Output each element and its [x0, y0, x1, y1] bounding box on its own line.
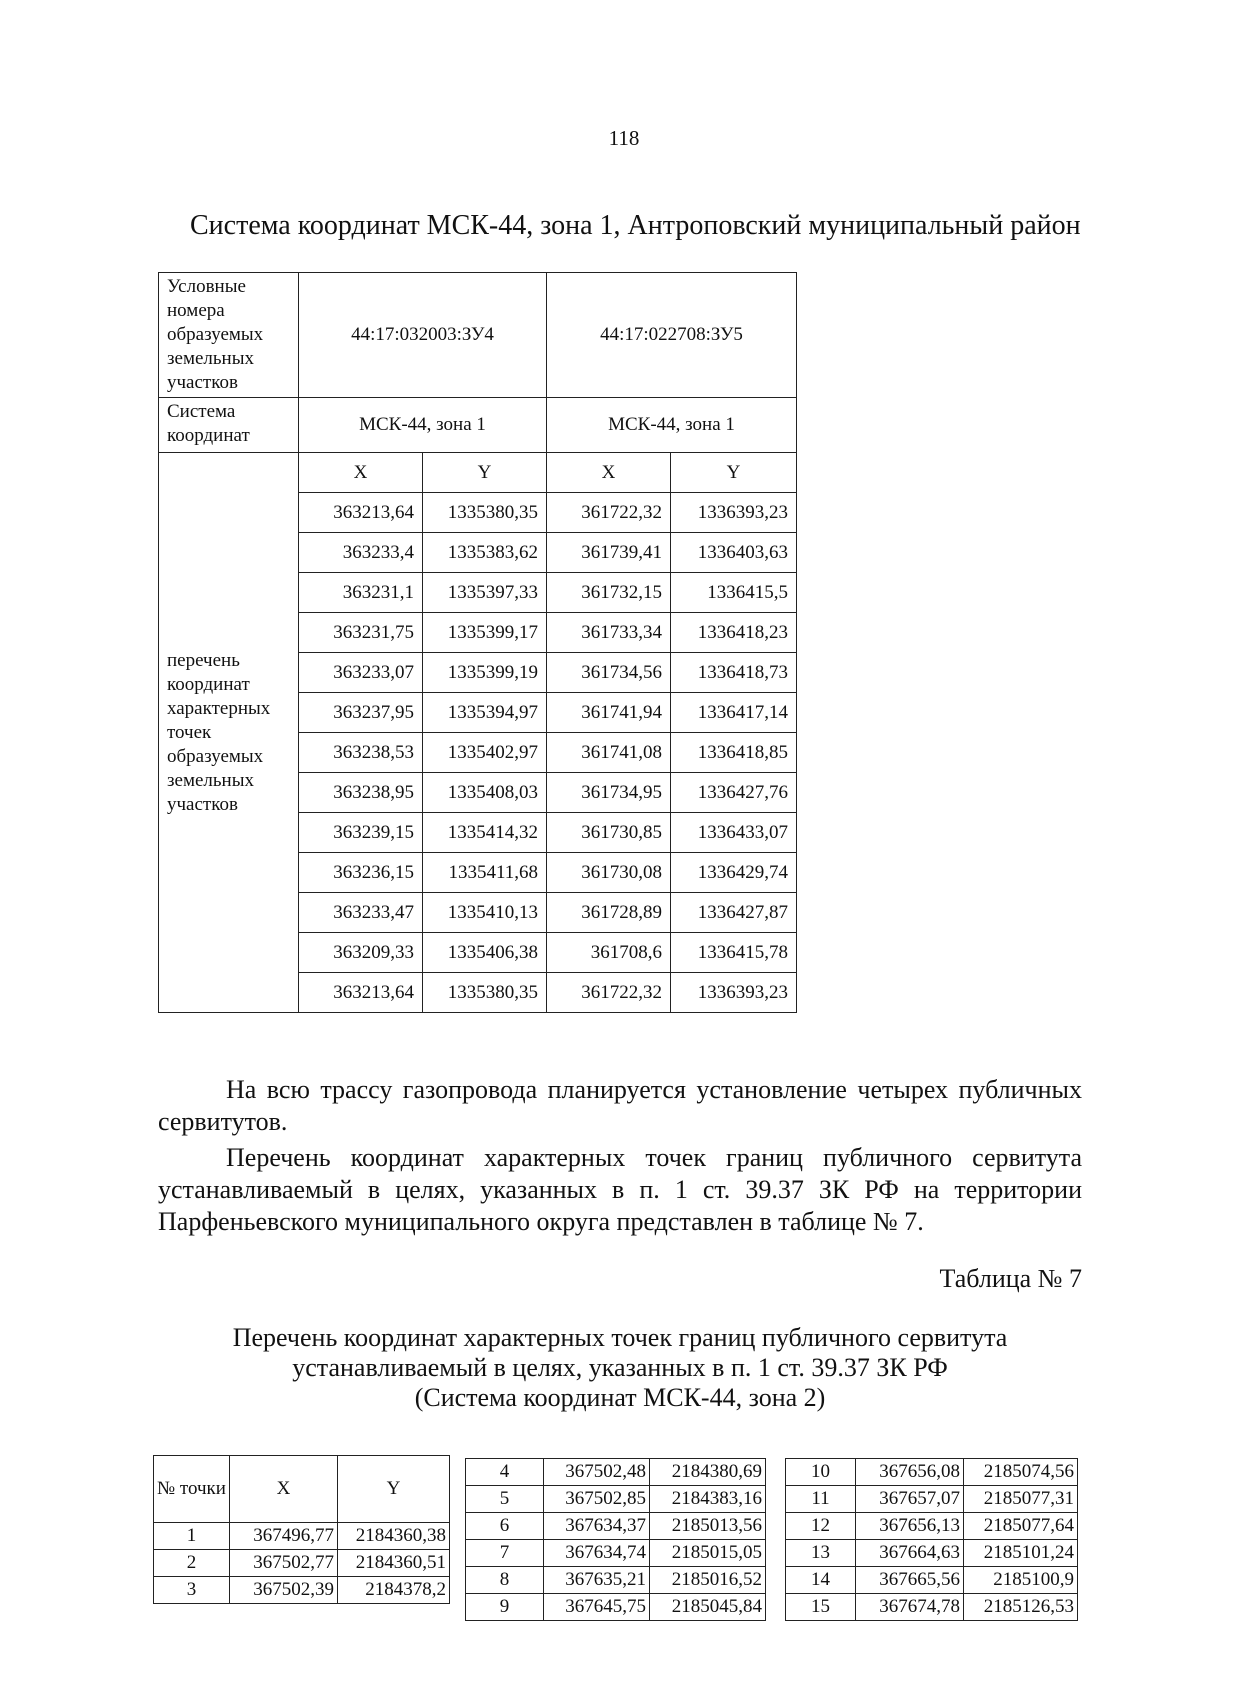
cell: 2185077,64: [964, 1513, 1078, 1540]
cell: 363238,53: [299, 733, 423, 773]
cell: 367502,77: [230, 1550, 338, 1577]
cell: 2184360,51: [338, 1550, 450, 1577]
cell: 2: [154, 1550, 230, 1577]
coordinates-table-zu: [158, 272, 797, 1013]
cell: 367502,85: [544, 1486, 650, 1513]
cell: 1335414,32: [423, 813, 547, 853]
cell: 1336418,85: [671, 733, 797, 773]
cell: 361708,6: [547, 933, 671, 973]
cell: 363231,1: [299, 573, 423, 613]
table-row: [466, 1594, 766, 1621]
cell: 1336403,63: [671, 533, 797, 573]
table-row: [154, 1550, 450, 1577]
cell: 361728,89: [547, 893, 671, 933]
cell: 1336418,23: [671, 613, 797, 653]
cell: 2185015,05: [650, 1540, 766, 1567]
points-table-part-1: [153, 1455, 450, 1604]
paragraph-servitudes: [158, 1074, 1082, 1136]
cell: 2185101,24: [964, 1540, 1078, 1567]
points-table-part-3: [785, 1458, 1078, 1621]
table-row: [154, 1456, 450, 1523]
paragraph-list-reference: Перечень координат характерных точек границ публичного сервитута устанавливаемый в целях, указанных в п. 1 ст. 39.37 ЗК РФ на территории Парфеньевского муниципального округа представлен в таблице № 7.: [158, 1143, 1082, 1236]
cell: 12: [786, 1513, 856, 1540]
cell: 1336429,74: [671, 853, 797, 893]
column-header-y: Y: [671, 453, 797, 493]
cell: 367656,13: [856, 1513, 964, 1540]
table-row: [154, 1523, 450, 1550]
cell: 1335399,17: [423, 613, 547, 653]
cell: 361722,32: [547, 973, 671, 1013]
cell: 1335380,35: [423, 973, 547, 1013]
row-label-parcels: Условные номера образуемых земельных участков: [159, 273, 299, 398]
cell: 1336433,07: [671, 813, 797, 853]
cell: 367664,63: [856, 1540, 964, 1567]
cell: 13: [786, 1540, 856, 1567]
cell: 14: [786, 1567, 856, 1594]
cell: 363237,95: [299, 693, 423, 733]
cell: 4: [466, 1459, 544, 1486]
cell: 363209,33: [299, 933, 423, 973]
cell: 1335408,03: [423, 773, 547, 813]
cell: 367634,37: [544, 1513, 650, 1540]
column-header-x: X: [299, 453, 423, 493]
table-row: [159, 453, 797, 493]
table-row: [154, 1577, 450, 1604]
column-header-x: X: [230, 1456, 338, 1523]
cell: 8: [466, 1567, 544, 1594]
cell: 361730,85: [547, 813, 671, 853]
table-title-line: устанавливаемый в целях, указанных в п. 1 ст. 39.37 ЗК РФ: [292, 1353, 948, 1382]
cell: 2184383,16: [650, 1486, 766, 1513]
table-title: [158, 1323, 1082, 1413]
cell: 367674,78: [856, 1594, 964, 1621]
cell: 1335399,19: [423, 653, 547, 693]
cell: 11: [786, 1486, 856, 1513]
cell: 363231,75: [299, 613, 423, 653]
cell: 361730,08: [547, 853, 671, 893]
table-row: [786, 1459, 1078, 1486]
cell: 1: [154, 1523, 230, 1550]
table-row: [786, 1594, 1078, 1621]
table-row: [786, 1567, 1078, 1594]
cell: 363236,15: [299, 853, 423, 893]
cell: 361722,32: [547, 493, 671, 533]
cell: 1336393,23: [671, 493, 797, 533]
cell: 1335397,33: [423, 573, 547, 613]
cell: 1336427,87: [671, 893, 797, 933]
table-title-line: Перечень координат характерных точек границ публичного сервитута: [232, 1323, 1008, 1352]
cell: 367496,77: [230, 1523, 338, 1550]
table-row: [786, 1513, 1078, 1540]
cell: 1336417,14: [671, 693, 797, 733]
cell: 367665,56: [856, 1567, 964, 1594]
table-row: [159, 273, 797, 398]
cell: 361741,08: [547, 733, 671, 773]
cell: 1335411,68: [423, 853, 547, 893]
table-label: Таблица № 7: [939, 1264, 1082, 1293]
cell: 363233,4: [299, 533, 423, 573]
cell: 1335394,97: [423, 693, 547, 733]
table-row: [466, 1459, 766, 1486]
cell: 2184360,38: [338, 1523, 450, 1550]
cell: 2185100,9: [964, 1567, 1078, 1594]
table-row: [786, 1486, 1078, 1513]
cell: 1336393,23: [671, 973, 797, 1013]
cell: 367502,39: [230, 1577, 338, 1604]
cell: 2185126,53: [964, 1594, 1078, 1621]
row-label-system: Система координат: [159, 398, 299, 453]
cell: 1335383,62: [423, 533, 547, 573]
cell: 367645,75: [544, 1594, 650, 1621]
column-header-y: Y: [338, 1456, 450, 1523]
column-header-y: Y: [423, 453, 547, 493]
cell: 361741,94: [547, 693, 671, 733]
cell: 9: [466, 1594, 544, 1621]
parcel-2-number: 44:17:022708:ЗУ5: [547, 273, 797, 398]
table-row: [159, 398, 797, 453]
cell: 361734,95: [547, 773, 671, 813]
cell: 2185077,31: [964, 1486, 1078, 1513]
cell: 363233,47: [299, 893, 423, 933]
page-number: 118: [608, 126, 640, 150]
cell: 363233,07: [299, 653, 423, 693]
cell: 361739,41: [547, 533, 671, 573]
table-row: [466, 1567, 766, 1594]
row-label-points: перечень координат характерных точек образуемых земельных участков: [159, 453, 299, 1013]
cell: 1336415,5: [671, 573, 797, 613]
cell: 361733,34: [547, 613, 671, 653]
section-heading: Система координат МСК-44, зона 1, Антроповский муниципальный район: [190, 210, 1081, 241]
cell: 2185074,56: [964, 1459, 1078, 1486]
points-table-part-2: [465, 1458, 766, 1621]
cell: 363238,95: [299, 773, 423, 813]
cell: 1336415,78: [671, 933, 797, 973]
cell: 363239,15: [299, 813, 423, 853]
table-row: [786, 1540, 1078, 1567]
cell: 6: [466, 1513, 544, 1540]
cell: 367657,07: [856, 1486, 964, 1513]
column-header-x: X: [547, 453, 671, 493]
parcel-1-number: 44:17:032003:ЗУ4: [299, 273, 547, 398]
cell: 2185013,56: [650, 1513, 766, 1540]
cell: 361732,15: [547, 573, 671, 613]
cell: 367634,74: [544, 1540, 650, 1567]
cell: 1335380,35: [423, 493, 547, 533]
cell: 363213,64: [299, 493, 423, 533]
cell: 1335406,38: [423, 933, 547, 973]
paragraph-text: На всю трассу газопровода планируется установление четырех публичных сервитутов.: [158, 1075, 1082, 1136]
parcel-1-system: МСК-44, зона 1: [299, 398, 547, 453]
cell: 15: [786, 1594, 856, 1621]
table-row: [466, 1540, 766, 1567]
cell: 10: [786, 1459, 856, 1486]
table-title-line: (Система координат МСК-44, зона 2): [414, 1383, 826, 1412]
table-row: [466, 1486, 766, 1513]
cell: 1336418,73: [671, 653, 797, 693]
cell: 1335402,97: [423, 733, 547, 773]
cell: 2185016,52: [650, 1567, 766, 1594]
cell: 3: [154, 1577, 230, 1604]
cell: 2184380,69: [650, 1459, 766, 1486]
cell: 1335410,13: [423, 893, 547, 933]
cell: 5: [466, 1486, 544, 1513]
cell: 7: [466, 1540, 544, 1567]
cell: 1336427,76: [671, 773, 797, 813]
cell: 361734,56: [547, 653, 671, 693]
cell: 2185045,84: [650, 1594, 766, 1621]
cell: 367502,48: [544, 1459, 650, 1486]
cell: 363213,64: [299, 973, 423, 1013]
column-header-number: № точки: [154, 1456, 230, 1523]
cell: 2184378,2: [338, 1577, 450, 1604]
cell: 367635,21: [544, 1567, 650, 1594]
cell: 367656,08: [856, 1459, 964, 1486]
table-row: [466, 1513, 766, 1540]
parcel-2-system: МСК-44, зона 1: [547, 398, 797, 453]
